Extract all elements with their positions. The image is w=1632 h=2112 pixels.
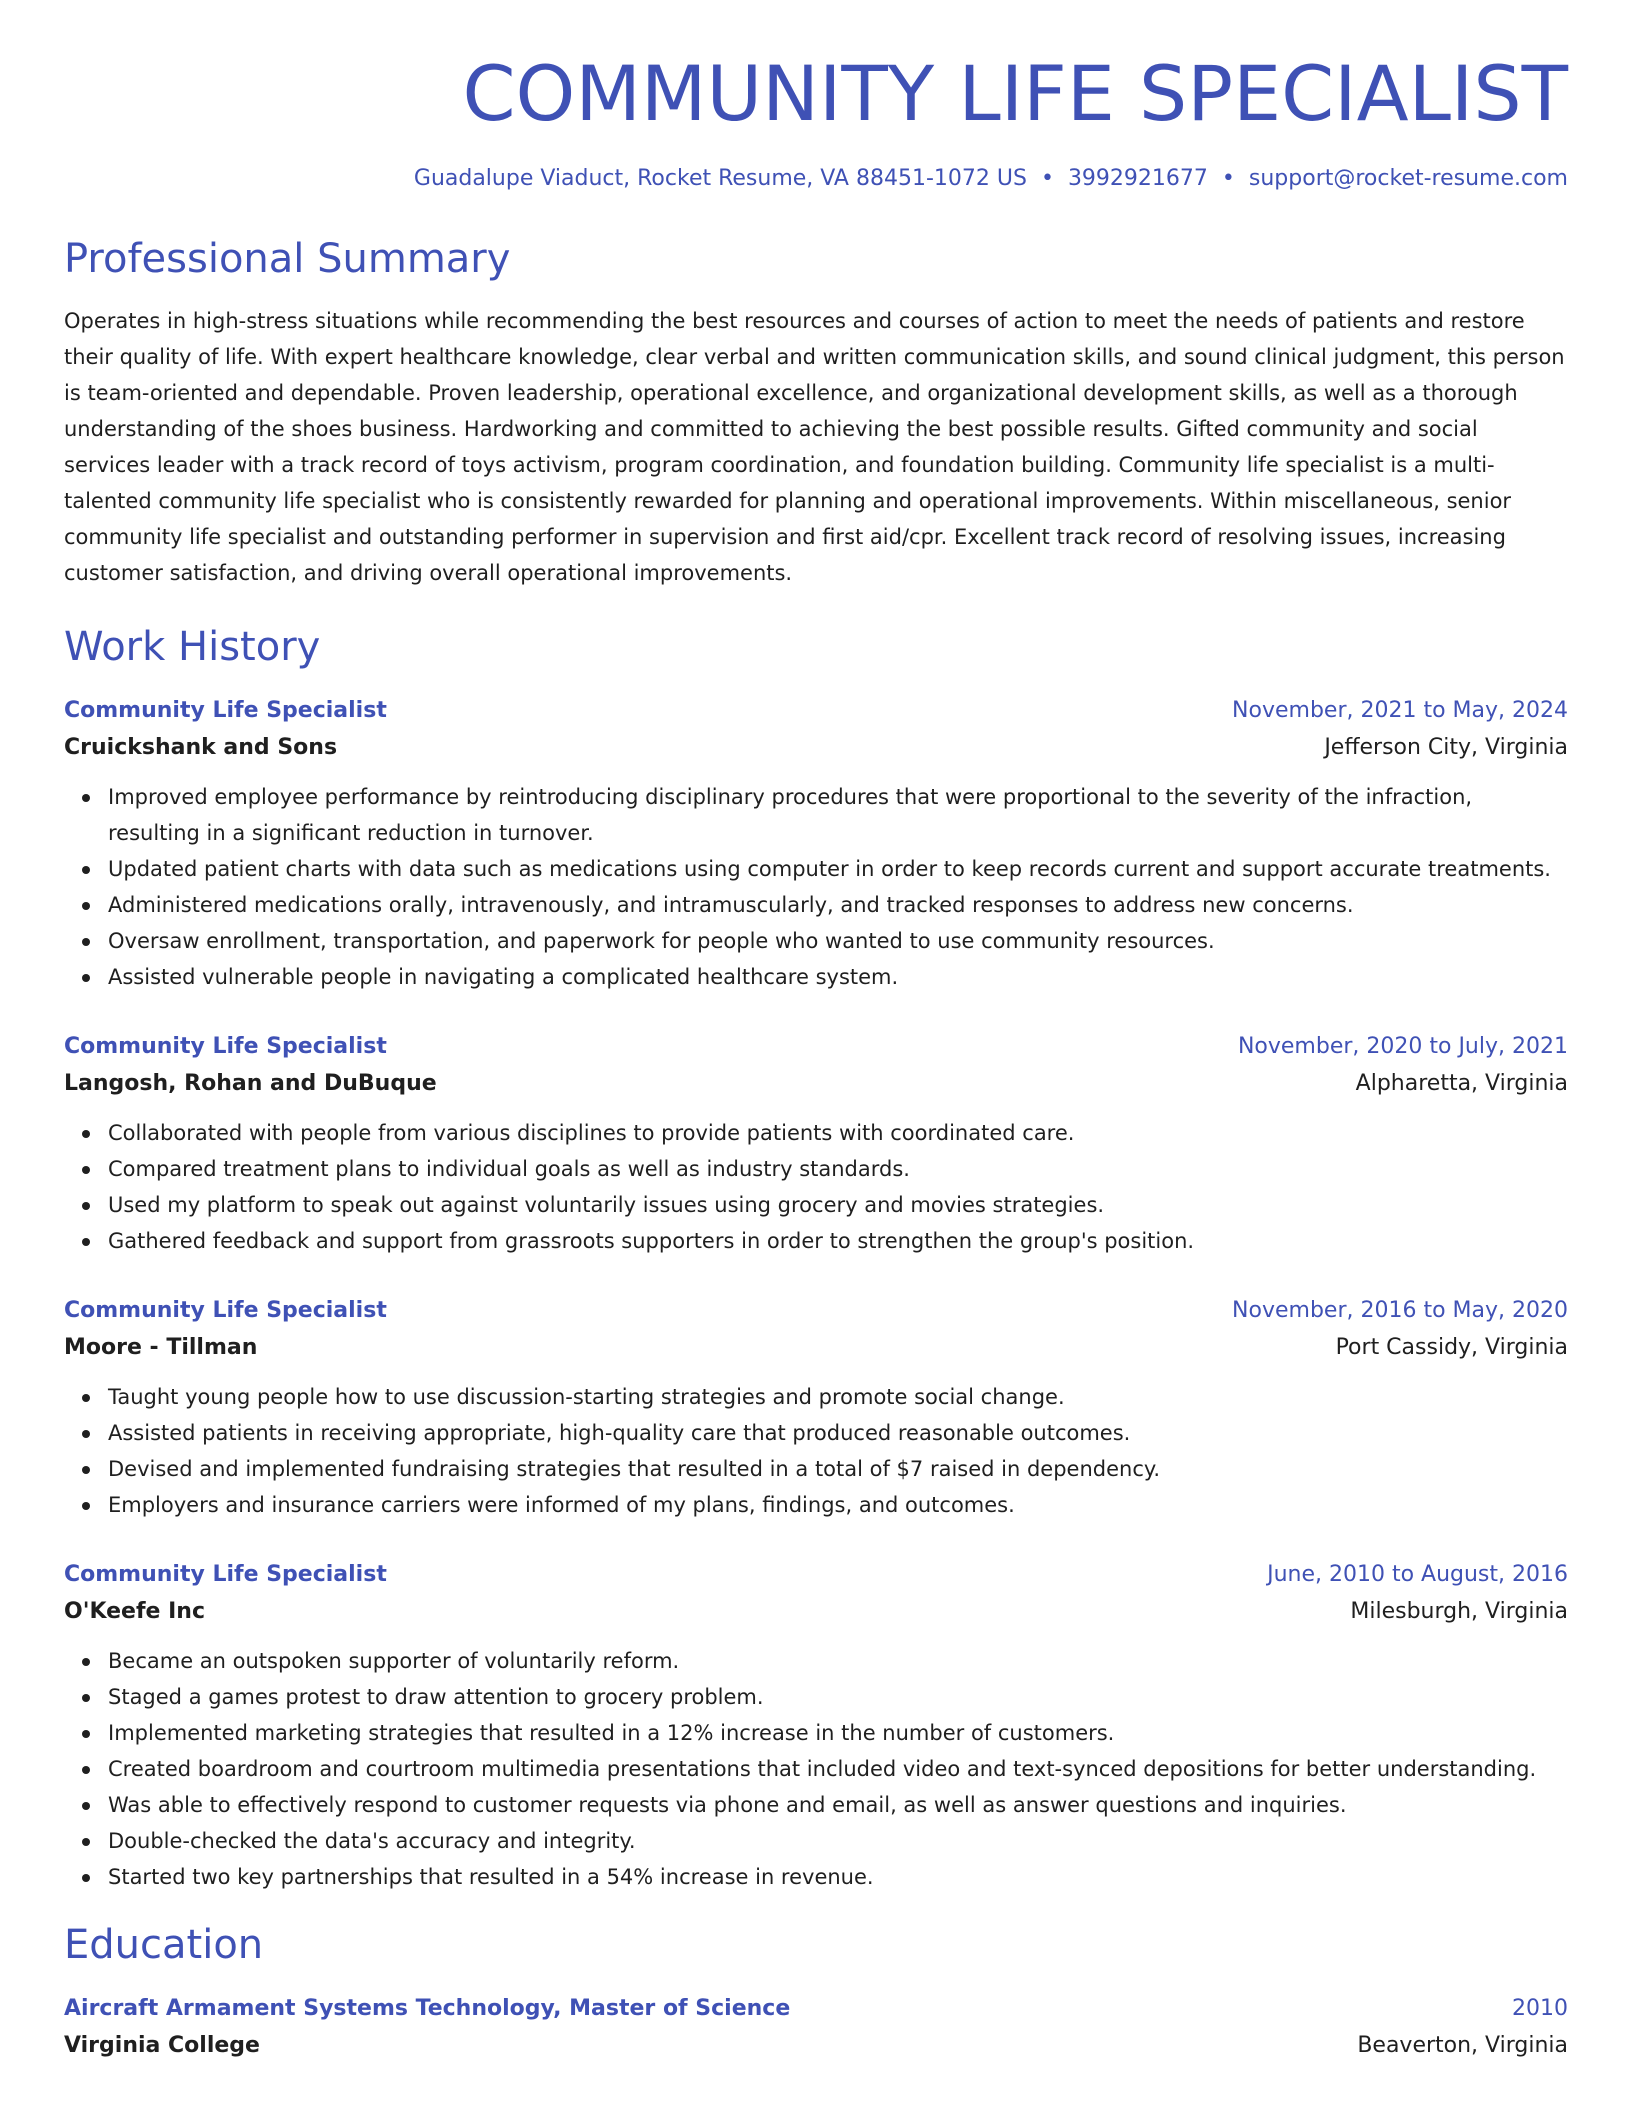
job-company: O'Keefe Inc bbox=[64, 1598, 205, 1624]
summary-text: Operates in high-stress situations while recommending the best resources and courses of action to meet the needs of patients and restore their quality of life. With expert healthcare knowledge, clear verbal and written communication skills, and sound clinical judgment, this person is team-oriented and dependable. Proven leadership, operational excellence, and organizational development skills, as well as a thorough understanding of the shoes business. Hardworking and committed to achieving the best possible results. Gifted community and social services leader with a track record of toys activism, program coordination, and foundation building. Community life specialist is a multi-talented community life specialist who is consistently rewarded for planning and operational improvements. Within miscellaneous, senior community life specialist and outstanding performer in supervision and first aid/cpr. Excellent track record of resolving issues, increasing customer satisfaction, and driving overall operational improvements. bbox=[64, 308, 1565, 585]
contact-phone: 3992921677 bbox=[1067, 165, 1208, 191]
list-item: Assisted patients in receiving appropriate, high-quality care that produced reasonable outcomes. bbox=[108, 1415, 1568, 1451]
job-title: Community Life Specialist bbox=[64, 1561, 387, 1587]
list-item: Created boardroom and courtroom multimedia presentations that included video and text-synced depositions for better understanding. bbox=[108, 1751, 1568, 1787]
job-dates: November, 2021 to May, 2024 bbox=[1232, 697, 1568, 723]
job-entry bbox=[64, 1029, 1568, 1259]
list-item: Implemented marketing strategies that resulted in a 12% increase in the number of customers. bbox=[108, 1715, 1568, 1751]
list-item: Oversaw enrollment, transportation, and paperwork for people who wanted to use community resources. bbox=[108, 923, 1568, 959]
list-item: Administered medications orally, intravenously, and intramuscularly, and tracked responses to address new concerns. bbox=[108, 887, 1568, 923]
separator-dot: • bbox=[1040, 165, 1054, 191]
candidate-title: COMMUNITY LIFE SPECIALIST bbox=[462, 49, 1568, 138]
list-item: Became an outspoken supporter of voluntarily reform. bbox=[108, 1643, 1568, 1679]
job-bullets bbox=[64, 779, 1568, 995]
list-item: Updated patient charts with data such as medications using computer in order to keep records current and support accurate treatments. bbox=[108, 851, 1568, 887]
job-bullets bbox=[64, 1379, 1568, 1523]
list-item: Staged a games protest to draw attention to grocery problem. bbox=[108, 1679, 1568, 1715]
job-dates: June, 2010 to August, 2016 bbox=[1267, 1561, 1568, 1587]
list-item: Double-checked the data's accuracy and integrity. bbox=[108, 1823, 1568, 1859]
job-bullets bbox=[64, 1115, 1568, 1259]
list-item: Improved employee performance by reintroducing disciplinary procedures that were proportional to the severity of the infraction, resulting in a significant reduction in turnover. bbox=[108, 779, 1568, 851]
job-dates: November, 2016 to May, 2020 bbox=[1232, 1297, 1568, 1323]
list-item: Taught young people how to use discussion-starting strategies and promote social change. bbox=[108, 1379, 1568, 1415]
education-location: Beaverton, Virginia bbox=[1357, 2032, 1568, 2058]
list-item: Was able to effectively respond to customer requests via phone and email, as well as answer questions and inquiries. bbox=[108, 1787, 1568, 1823]
job-title: Community Life Specialist bbox=[64, 1033, 387, 1059]
resume-page bbox=[64, 49, 1568, 2065]
job-company: Moore - Tillman bbox=[64, 1334, 258, 1360]
list-item: Collaborated with people from various disciplines to provide patients with coordinated care. bbox=[108, 1115, 1568, 1151]
job-dates: November, 2020 to July, 2021 bbox=[1237, 1033, 1568, 1059]
job-title: Community Life Specialist bbox=[64, 1297, 387, 1323]
education-entry bbox=[64, 1991, 1568, 2065]
contact-address: Guadalupe Viaduct, Rocket Resume, VA 88451-1072 US bbox=[413, 165, 1027, 191]
list-item: Used my platform to speak out against voluntarily issues using grocery and movies strategies. bbox=[108, 1187, 1568, 1223]
list-item: Compared treatment plans to individual goals as well as industry standards. bbox=[108, 1151, 1568, 1187]
list-item: Gathered feedback and support from grassroots supporters in order to strengthen the group's position. bbox=[108, 1223, 1568, 1259]
section-title-work-history: Work History bbox=[64, 623, 321, 670]
education-degree: Aircraft Armament Systems Technology, Master of Science bbox=[64, 1995, 791, 2021]
resume-header bbox=[64, 49, 1568, 191]
contact-line bbox=[64, 166, 1568, 191]
contact-email[interactable]: support@rocket-resume.com bbox=[1248, 165, 1568, 191]
list-item: Devised and implemented fundraising strategies that resulted in a total of $7 raised in dependency. bbox=[108, 1451, 1568, 1487]
job-title: Community Life Specialist bbox=[64, 697, 387, 723]
education-school: Virginia College bbox=[64, 2032, 260, 2058]
job-entry bbox=[64, 1557, 1568, 1895]
education-year: 2010 bbox=[1512, 1995, 1568, 2021]
job-entry bbox=[64, 1293, 1568, 1523]
job-location: Port Cassidy, Virginia bbox=[1335, 1334, 1568, 1360]
job-location: Jefferson City, Virginia bbox=[1324, 734, 1568, 760]
job-location: Milesburgh, Virginia bbox=[1350, 1598, 1568, 1624]
job-bullets bbox=[64, 1643, 1568, 1895]
list-item: Started two key partnerships that resulted in a 54% increase in revenue. bbox=[108, 1859, 1568, 1895]
section-title-summary: Professional Summary bbox=[64, 235, 511, 282]
section-title-education: Education bbox=[64, 1921, 264, 1968]
job-entry bbox=[64, 693, 1568, 995]
job-location: Alpharetta, Virginia bbox=[1355, 1070, 1568, 1096]
list-item: Assisted vulnerable people in navigating a complicated healthcare system. bbox=[108, 959, 1568, 995]
job-company: Cruickshank and Sons bbox=[64, 734, 338, 760]
separator-dot: • bbox=[1221, 165, 1235, 191]
job-company: Langosh, Rohan and DuBuque bbox=[64, 1070, 437, 1096]
list-item: Employers and insurance carriers were informed of my plans, findings, and outcomes. bbox=[108, 1487, 1568, 1523]
